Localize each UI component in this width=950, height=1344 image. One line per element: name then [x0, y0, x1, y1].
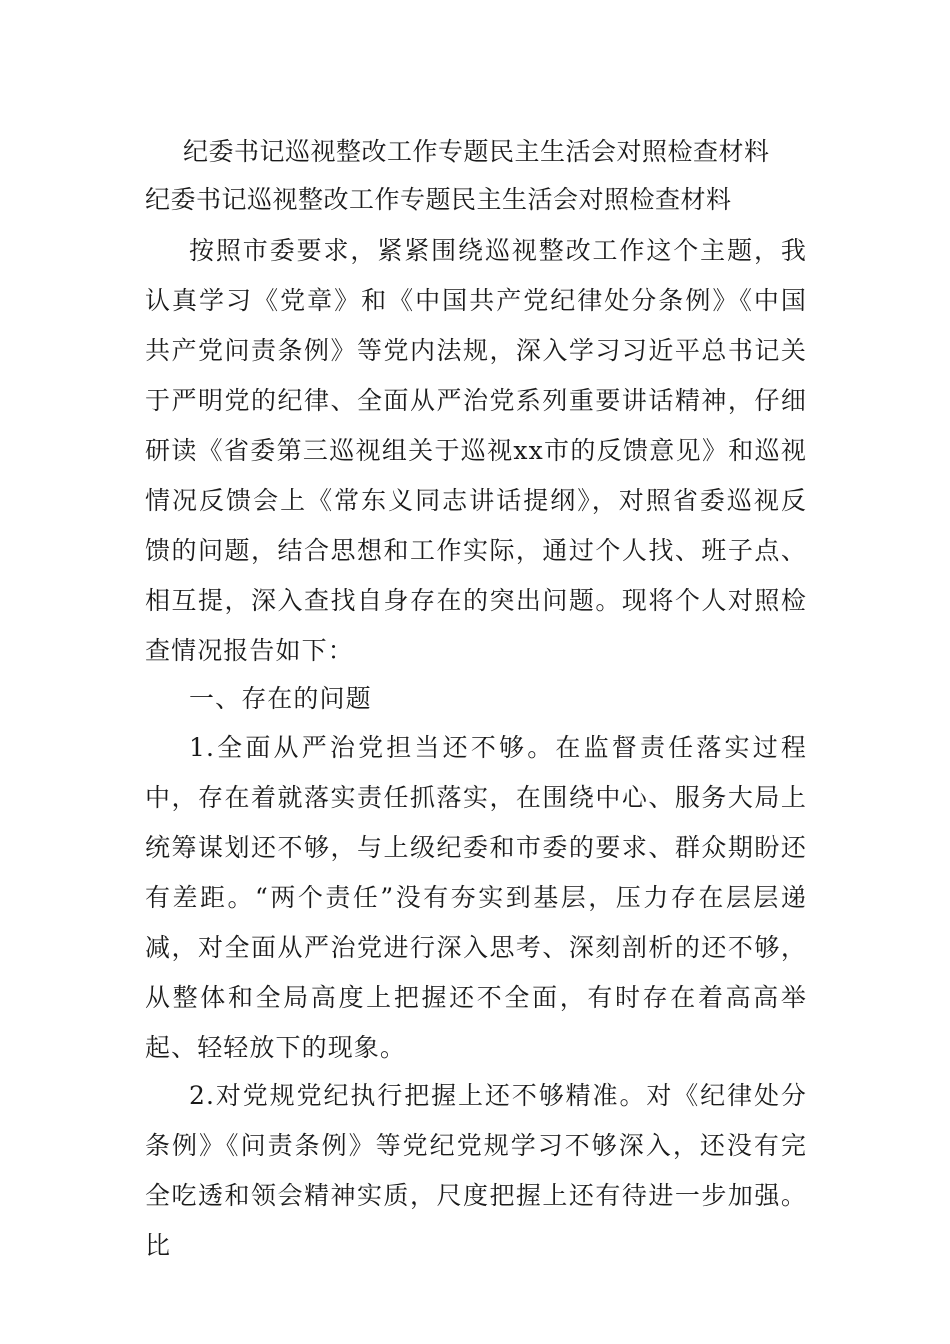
issue-item-2: 2.对党规党纪执行把握上还不够精准。对《纪律处分条例》《问责条例》等党纪党规学习不够深入，还没有完全吃透和领会精神实质，尺度把握上还有待进一步加强。比 — [145, 1081, 807, 1260]
section-heading: 一、存在的问题 — [189, 684, 372, 713]
issue-item-1: 1.全面从严治党担当还不够。在监督责任落实过程中，存在着就落实责任抓落实，在围绕中心、服务大局上统筹谋划还不够，与上级纪委和市委的要求、群众期盼还有差距。“两个责任”没有夯实到基层，压力存在层层递减，对全面从严治党进行深入思考、深刻剖析的还不够，从整体和全局高度上把握还不全面，有时存在着高高举起、轻轻放下的现象。 — [145, 733, 807, 1062]
intro-paragraph: 按照市委要求，紧紧围绕巡视整改工作这个主题，我认真学习《党章》和《中国共产党纪律处分条例》《中国共产党问责条例》等党内法规，深入学习习近平总书记关于严明党的纪律、全面从严治党系列重要讲话精神，仔细研读《省委第三巡视组关于巡视xx市的反馈意见》和巡视情况反馈会上《常东义同志讲话提纲》，对照省委巡视反馈的问题，结合思想和工作实际，通过个人找、班子点、相互提，深入查找自身存在的突出问题。现将个人对照检查情况报告如下： — [145, 236, 807, 665]
document-title-repeat: 纪委书记巡视整改工作专题民主生活会对照检查材料 — [145, 185, 732, 214]
document-title: 纪委书记巡视整改工作专题民主生活会对照检查材料 — [183, 137, 770, 166]
